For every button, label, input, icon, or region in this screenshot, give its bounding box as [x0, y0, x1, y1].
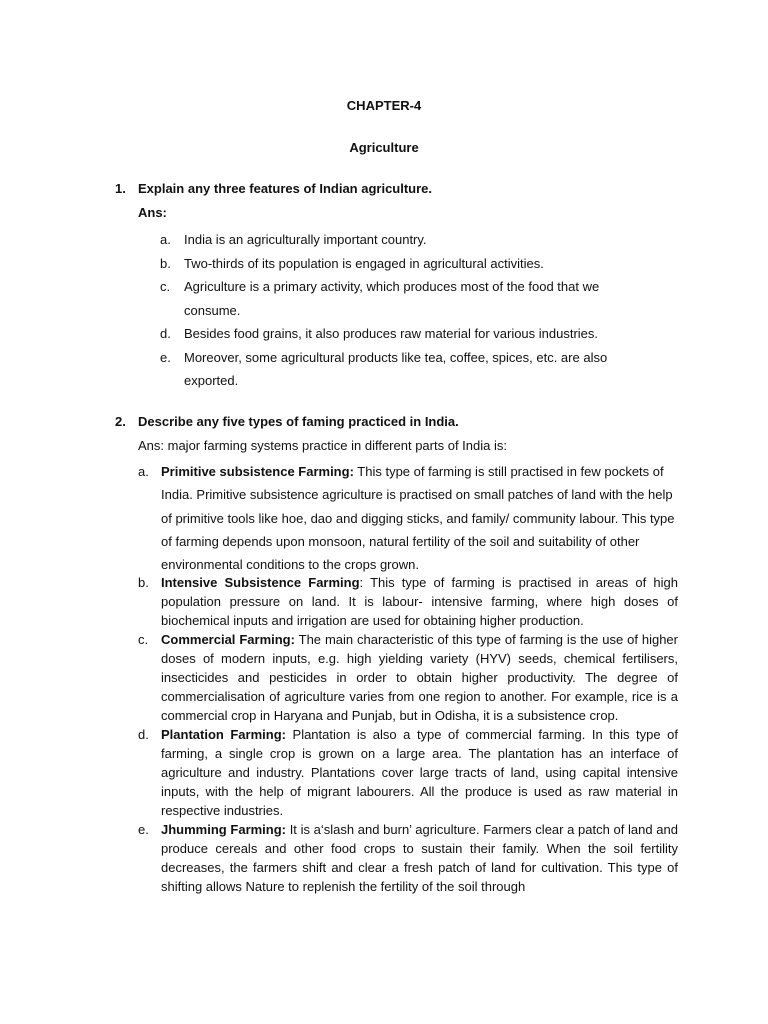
list-text: Besides food grains, it also produces raw material for various industries. — [184, 326, 599, 341]
list-item — [160, 252, 650, 276]
question-1 — [115, 181, 432, 196]
list-item — [138, 573, 678, 630]
chapter-title: Agriculture — [349, 140, 419, 155]
question-2 — [115, 414, 459, 429]
list-text: It is a‘slash and burn’ agriculture. Farmers clear a patch of land and produce cereals and other food crops to sustain their family. When the soil fertility decreases, the farmers shift and clear a fresh patch of land for cultivation. This type of shifting allows Nature to replenish the fertility of the soil through — [161, 822, 678, 894]
list-letter: d. — [138, 727, 149, 742]
list-item — [138, 725, 678, 820]
question-text: Explain any three features of Indian agriculture. — [138, 181, 433, 196]
list-item — [138, 630, 678, 725]
list-item — [138, 460, 678, 576]
list-letter: e. — [138, 822, 149, 837]
list-text: Moreover, some agricultural products like tea, coffee, spices, etc. are also exported. — [184, 349, 608, 388]
answer-intro: Ans: major farming systems practice in different parts of India is: — [138, 438, 507, 453]
list-letter: e. — [160, 349, 171, 365]
farming-term: Jhumming Farming: — [161, 822, 287, 837]
list-text: Plantation is also a type of commercial farming. In this type of farming, a single crop is grown on a large area. The plantation has an interface of agriculture and industry. Plantations cover large tracts of land, using capital intensive inputs, with the help of migrant labourers. All the produce is used as raw material in respective industries. — [161, 727, 678, 818]
chapter-heading: CHAPTER-4 — [346, 98, 422, 113]
list-item — [160, 275, 650, 322]
farming-term: Intensive Subsistence Farming — [161, 575, 360, 590]
question-number: 1. — [115, 181, 126, 196]
list-text: This type of farming is still practised in few pockets of India. Primitive subsistence agriculture is practised on small patches of land with the help of primitive tools like hoe, dao and digging sticks, and family/ community labour. This type of farming depends upon monsoon, natural fertility of the soil and suitability of other environmental conditions to the crops grown. — [161, 464, 675, 573]
list-letter: b. — [160, 255, 171, 271]
list-letter: c. — [160, 279, 171, 294]
list-letter: d. — [160, 326, 171, 341]
list-item — [160, 322, 650, 346]
list-text: Two-thirds of its population is engaged in agricultural activities. — [184, 255, 544, 271]
list-text: : This type of farming is practised in areas of high population pressure on land. It is labour- intensive farming, where high doses of biochemical inputs and irrigation are used for obtaining higher production. — [161, 575, 678, 628]
list-item — [138, 820, 678, 896]
list-text: The main characteristic of this type of farming is the use of higher doses of modern inputs, e.g. high yielding variety (HYV) seeds, chemical fertilisers, insecticides and pesticides in order to obtain higher productivity. The degree of commercialisation of agriculture varies from one region to another. For example, rice is a commercial crop in Haryana and Punjab, but in Odisha, it is a subsistence crop. — [161, 632, 678, 723]
question-number: 2. — [115, 414, 126, 429]
list-item — [160, 346, 650, 393]
answer-label: Ans: — [138, 205, 167, 220]
list-item — [160, 228, 650, 252]
farming-term: Commercial Farming: — [161, 632, 295, 647]
list-letter: c. — [138, 632, 149, 647]
answer-list-2a — [138, 460, 678, 576]
question-text: Describe any five types of faming practiced in India. — [138, 414, 459, 429]
list-letter: a. — [160, 232, 171, 247]
farming-term: Plantation Farming: — [161, 727, 286, 742]
list-letter: a. — [138, 464, 149, 479]
answer-list-2b — [138, 573, 678, 896]
list-letter: b. — [138, 575, 149, 590]
list-text: Agriculture is a primary activity, which produces most of the food that we consume. — [184, 279, 600, 318]
farming-term: Primitive subsistence Farming: — [161, 464, 354, 479]
list-text: India is an agriculturally important country. — [184, 232, 427, 247]
answer-list-1 — [160, 228, 650, 393]
